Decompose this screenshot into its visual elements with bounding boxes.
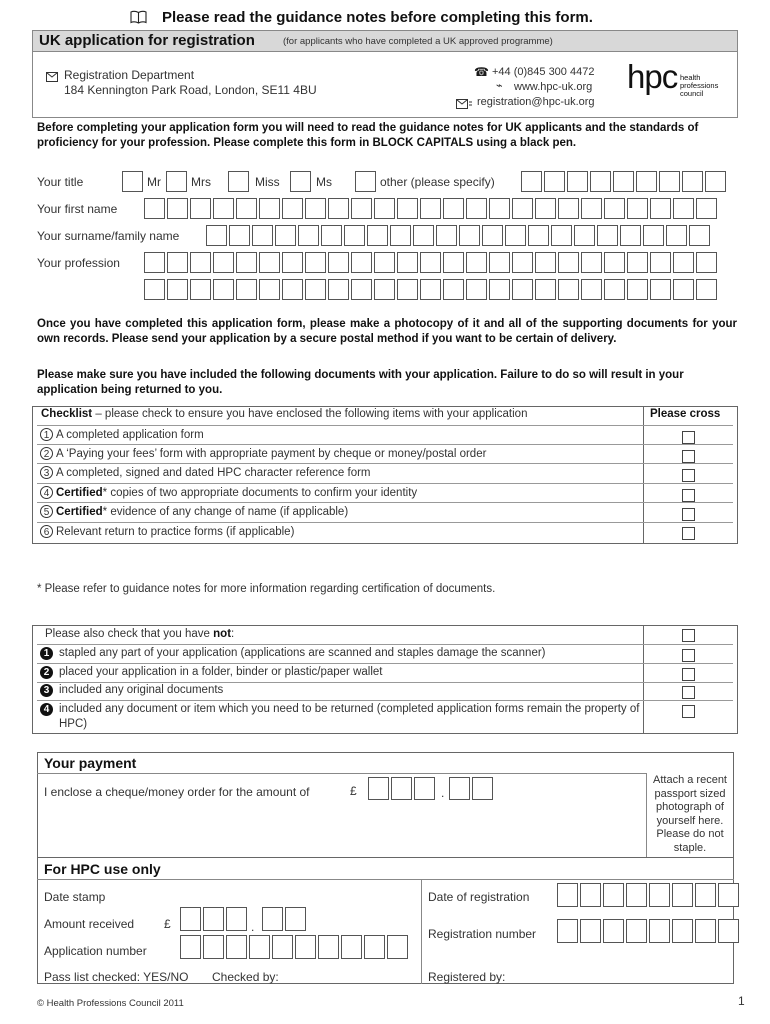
hpc-logo	[627, 58, 727, 104]
profession-cells-row-1[interactable]	[144, 252, 719, 273]
hpc-logo-line-3: council	[680, 89, 704, 98]
first-name-label: Your first name	[37, 202, 118, 216]
checklist-item: 2 A ‘Paying your fees’ form with appropriate payment by cheque or money/postal order	[37, 445, 733, 464]
mouse-icon: ⌁	[496, 80, 503, 92]
address-line-2: 184 Kennington Park Road, London, SE11 4BU	[64, 83, 317, 97]
payment-amount-label: I enclose a cheque/money order for the amount of	[44, 785, 310, 799]
checklist-checkbox-2[interactable]	[682, 450, 695, 463]
amount-received-label: Amount received	[44, 917, 135, 931]
first-name-cells[interactable]	[144, 198, 719, 219]
title-label: Your title	[37, 175, 84, 189]
title-other-checkbox[interactable]	[355, 171, 376, 192]
office-section-top-line	[37, 857, 734, 858]
registration-number-label: Registration number	[428, 927, 537, 941]
not-check-header-checkbox[interactable]	[682, 629, 695, 642]
checklist-item: 4 Certified* copies of two appropriate documents to confirm your identity	[37, 484, 733, 503]
not-check-checkbox-3[interactable]	[682, 686, 695, 699]
hpc-logo-mark: hpc	[627, 58, 678, 95]
checklist-item: 1 A completed application form	[37, 426, 733, 445]
surname-label: Your surname/family name	[37, 229, 180, 243]
payment-pounds-cells[interactable]	[368, 777, 437, 800]
book-icon	[130, 10, 147, 24]
checklist-item: 5 Certified* evidence of any change of name (if applicable)	[37, 503, 733, 523]
please-cross-label: Please cross	[650, 408, 721, 420]
email-icon	[456, 96, 472, 114]
instructions-paragraph-2: Please make sure you have included the following documents with your application. Failure to do so will result in your application being returned to you.	[37, 369, 684, 396]
not-check-checkbox-2[interactable]	[682, 668, 695, 681]
checklist-header-text: – please check to ensure you have enclosed the following items with your application	[92, 408, 528, 420]
checked-by-label: Checked by:	[212, 970, 279, 984]
form-title: UK application for registration	[39, 32, 255, 49]
checklist-checkbox-4[interactable]	[682, 489, 695, 502]
amount-pence-cells[interactable]	[262, 907, 308, 931]
envelope-icon	[46, 69, 58, 87]
form-subtitle: (for applicants who have completed a UK approved programme)	[283, 36, 553, 47]
checklist-checkbox-3[interactable]	[682, 469, 695, 482]
phone-icon: ☎	[474, 65, 489, 79]
email-address: registration@hpc-uk.org	[477, 96, 595, 108]
not-check-item: 2 placed your application in a folder, binder or plastic/paper wallet	[37, 664, 733, 683]
not-check-checkbox-4[interactable]	[682, 705, 695, 718]
intro-text: Before completing your application form you will need to read the guidance notes for UK applicants and the standards of proficiency for your profession. Please complete this form in BLOCK CAPITALS using a black pen.	[37, 122, 699, 149]
photo-instruction: Attach a recent passport sized photograph of yourself here. Please do not staple.	[653, 774, 727, 854]
checklist-checkbox-1[interactable]	[682, 431, 695, 444]
guidance-notice: Please read the guidance notes before completing this form.	[162, 9, 593, 26]
title-miss-label: Miss	[255, 175, 280, 189]
not-check-item: 1 stapled any part of your application (applications are scanned and staples damage the scanner)	[37, 645, 733, 664]
payment-header-line	[37, 773, 646, 774]
certification-footnote: * Please refer to guidance notes for more information regarding certification of documents.	[37, 583, 496, 595]
title-mr-checkbox[interactable]	[122, 171, 143, 192]
title-miss-checkbox[interactable]	[228, 171, 249, 192]
title-mrs-checkbox[interactable]	[166, 171, 187, 192]
payment-title: Your payment	[44, 755, 137, 771]
checklist-item: 3 A completed, signed and dated HPC character reference form	[37, 464, 733, 484]
surname-cells[interactable]	[206, 225, 712, 246]
date-of-registration-label: Date of registration	[428, 890, 530, 904]
title-other-cells[interactable]	[521, 171, 728, 192]
website: www.hpc-uk.org	[514, 81, 593, 93]
checklist-item: 6 Relevant return to practice forms (if applicable)	[37, 523, 733, 544]
registered-by-label: Registered by:	[428, 970, 506, 984]
amount-decimal: .	[251, 920, 255, 934]
amount-pounds-cells[interactable]	[180, 907, 249, 931]
pass-list-label: Pass list checked: YES/NO	[44, 970, 189, 984]
not-check-item: 4 included any document or item which you need to be returned (completed application forms remain the property of HPC)	[37, 701, 733, 734]
checklist-checkbox-6[interactable]	[682, 527, 695, 540]
address-line-1: Registration Department	[64, 68, 195, 82]
checklist-header	[37, 406, 733, 426]
not-check-header: Please also check that you have not:	[37, 625, 733, 645]
photo-box-divider	[646, 773, 647, 857]
not-check-item: 3 included any original documents	[37, 683, 733, 701]
amount-currency: £	[164, 917, 171, 931]
instructions-paragraph-1: Once you have completed this application form, please make a photocopy of it and all of the supporting documents for your own records. Please send your application by a secure postal method if you want to be certain of delivery.	[37, 318, 737, 345]
copyright: © Health Professions Council 2011	[37, 998, 184, 1009]
page-number: 1	[738, 994, 745, 1008]
hpc-logo-line-1: health	[680, 73, 701, 82]
not-check-checkbox-1[interactable]	[682, 649, 695, 662]
application-number-cells[interactable]	[180, 935, 410, 959]
title-ms-checkbox[interactable]	[290, 171, 311, 192]
phone-number: +44 (0)845 300 4472	[492, 66, 595, 78]
date-of-registration-cells[interactable]	[557, 883, 741, 907]
office-header-line	[37, 879, 734, 880]
title-bar	[32, 30, 738, 52]
checklist-checkbox-5[interactable]	[682, 508, 695, 521]
payment-currency: £	[350, 784, 357, 798]
profession-cells-row-2[interactable]	[144, 279, 719, 300]
date-stamp-label: Date stamp	[44, 890, 106, 904]
registration-number-cells[interactable]	[557, 919, 741, 943]
profession-label: Your profession	[37, 256, 120, 270]
payment-decimal: .	[441, 786, 445, 800]
title-mrs-label: Mrs	[191, 175, 211, 189]
title-mr-label: Mr	[147, 175, 161, 189]
title-other-label: other (please specify)	[380, 175, 495, 189]
checklist-header-bold: Checklist	[41, 408, 93, 420]
application-number-label: Application number	[44, 944, 147, 958]
office-title: For HPC use only	[44, 861, 161, 877]
hpc-logo-line-2: professions	[680, 81, 719, 90]
payment-pence-cells[interactable]	[449, 777, 495, 800]
office-divider	[421, 879, 422, 984]
title-ms-label: Ms	[316, 175, 332, 189]
